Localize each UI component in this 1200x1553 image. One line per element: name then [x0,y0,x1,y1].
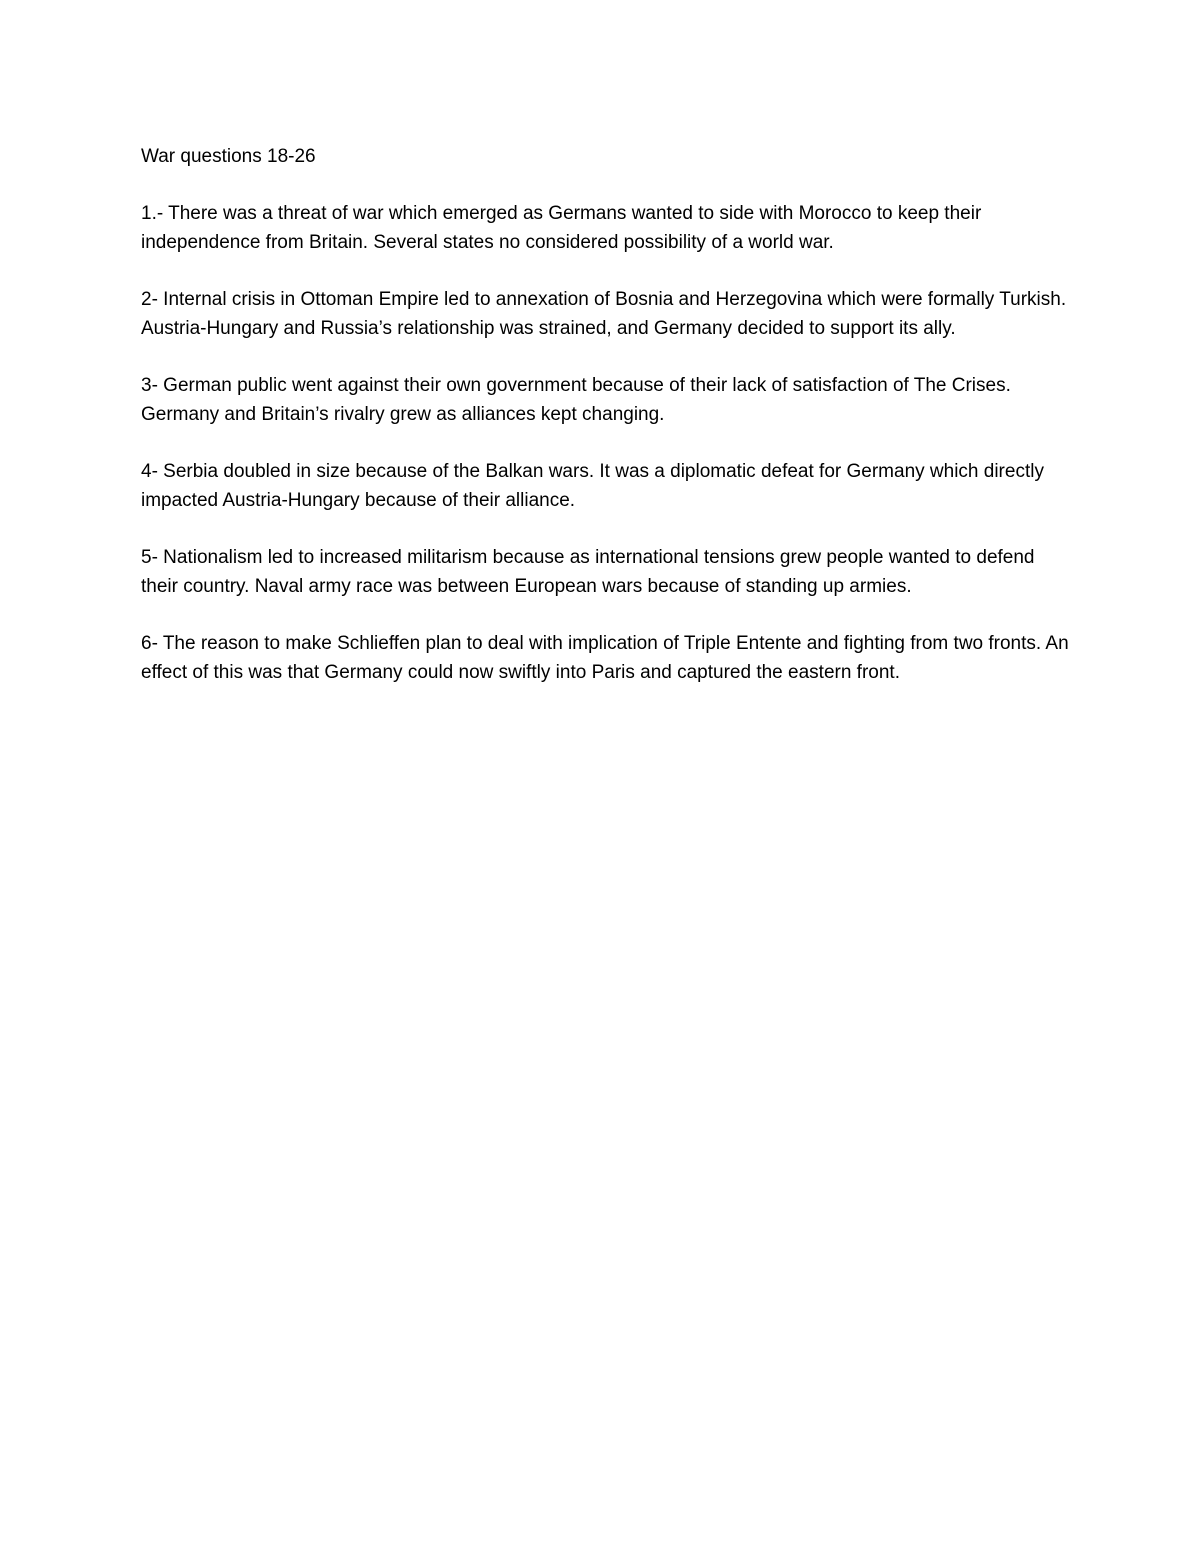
answer-paragraph-6: 6- The reason to make Schlieffen plan to deal with implication of Triple Entente and fighting from two fronts. An effect of this was that Germany could now swiftly into Paris and captured the eastern front. [141,633,1069,683]
answer-paragraph-3: 3- German public went against their own government because of their lack of satisfaction of The Crises. Germany and Britain’s rivalry grew as alliances kept changing. [141,375,1011,425]
document-title: War questions 18-26 [141,146,316,167]
answer-paragraph-4: 4- Serbia doubled in size because of the Balkan wars. It was a diplomatic defeat for Germany which directly impacted Austria-Hungary because of their alliance. [141,461,1044,511]
document-body [141,142,1071,715]
answer-paragraph-5: 5- Nationalism led to increased militarism because as international tensions grew people wanted to defend their country. Naval army race was between European wars because of standing up armies. [141,547,1035,597]
answer-paragraph-2: 2- Internal crisis in Ottoman Empire led to annexation of Bosnia and Herzegovina which were formally Turkish. Austria-Hungary and Russia’s relationship was strained, and Germany decided to support its ally. [141,289,1067,339]
answer-paragraph-1: 1.- There was a threat of war which emerged as Germans wanted to side with Morocco to keep their independence from Britain. Several states no considered possibility of a world war. [141,203,982,253]
